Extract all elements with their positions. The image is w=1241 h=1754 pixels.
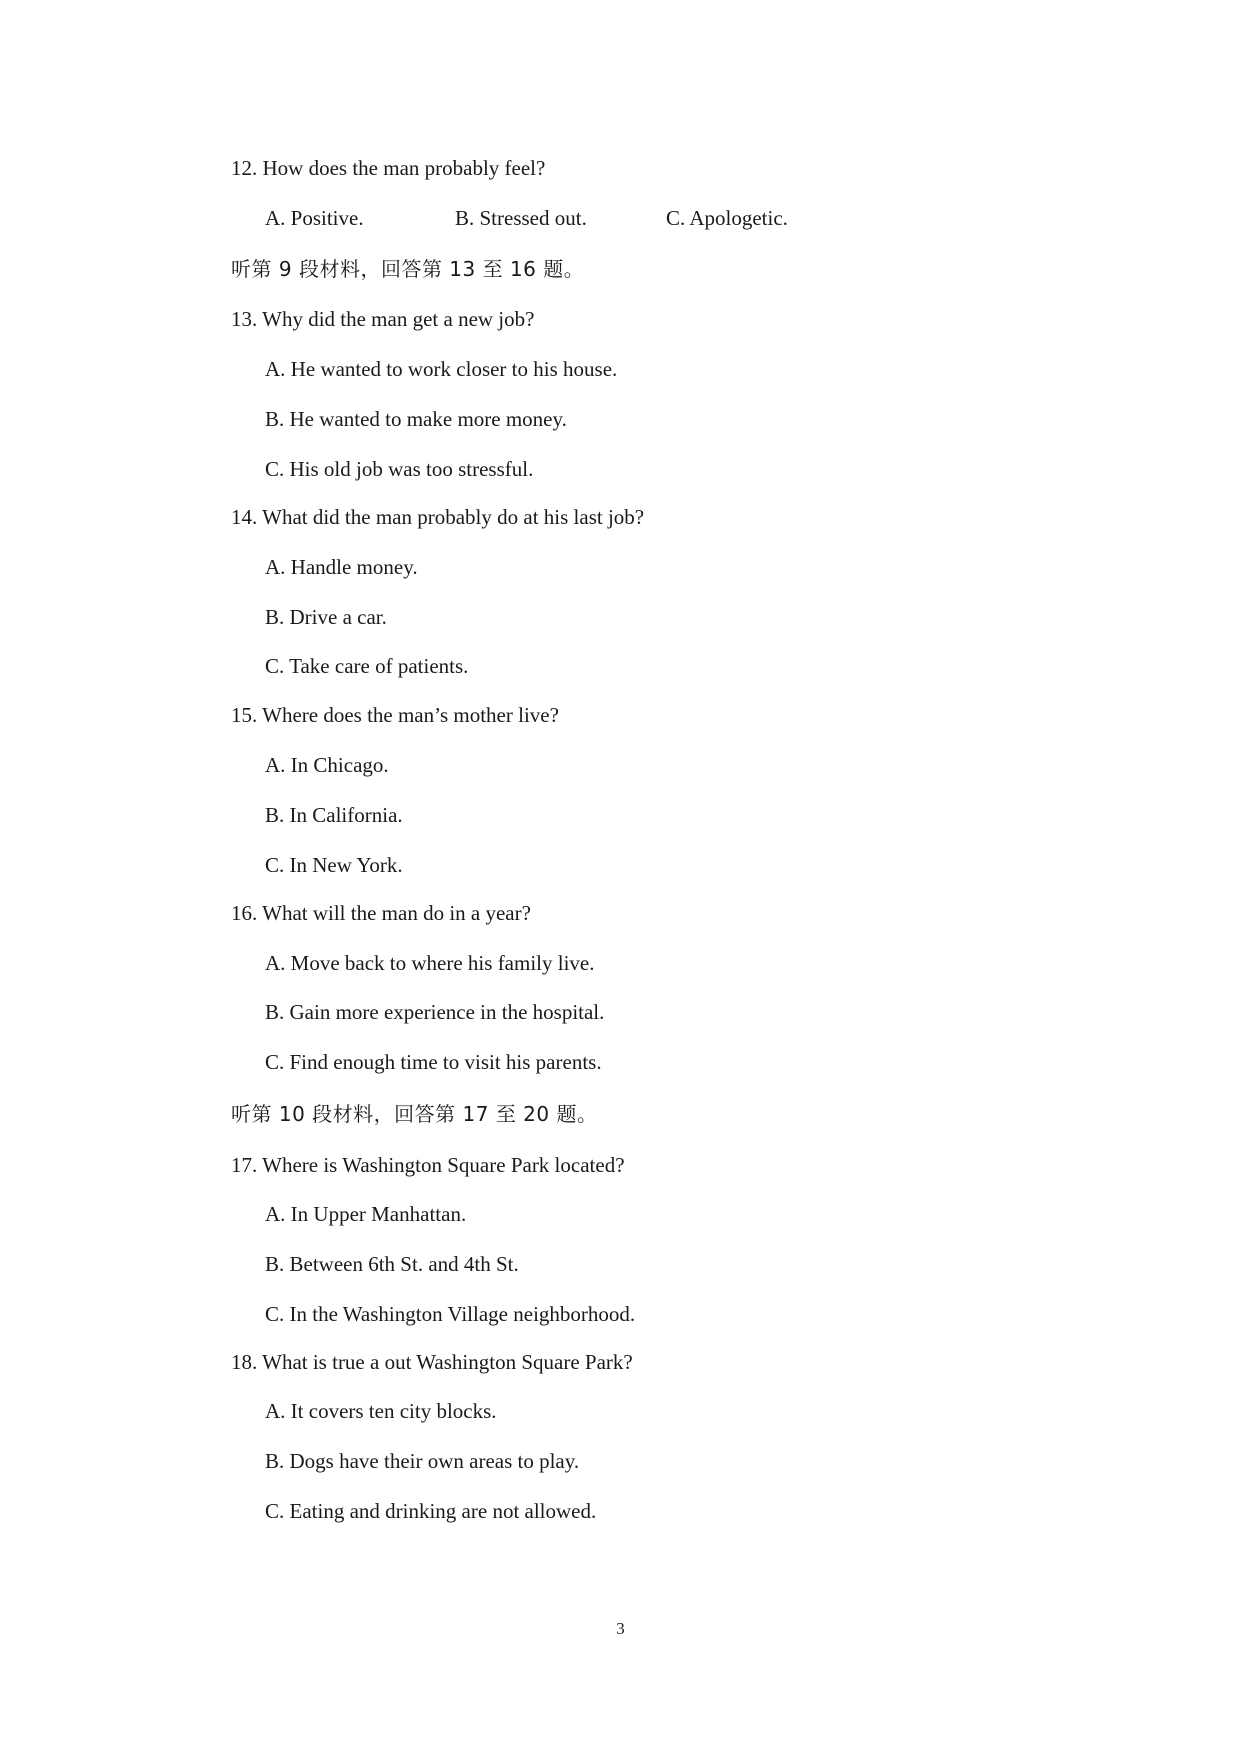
q17-option-c: C. In the Washington Village neighborhood.	[265, 1302, 636, 1326]
q12-option-b: B. Stressed out.	[455, 206, 587, 230]
q16-option-a: A. Move back to where his family live.	[265, 951, 595, 975]
question-15: 15. Where does the man’s mother live?	[231, 703, 559, 727]
q15-option-a: A. In Chicago.	[265, 753, 389, 777]
q18-option-a: A. It covers ten city blocks.	[265, 1399, 497, 1423]
q17-option-b: B. Between 6th St. and 4th St.	[265, 1252, 519, 1276]
question-13: 13. Why did the man get a new job?	[231, 307, 535, 331]
question-18: 18. What is true a out Washington Square Park?	[231, 1350, 633, 1374]
section-10-instruction: 听第 10 段材料，回答第 17 至 20 题。	[231, 1102, 598, 1126]
q12-option-c: C. Apologetic.	[666, 206, 788, 230]
q16-option-c: C. Find enough time to visit his parents.	[265, 1050, 602, 1074]
q17-option-a: A. In Upper Manhattan.	[265, 1202, 467, 1226]
section-9-instruction: 听第 9 段材料，回答第 13 至 16 题。	[231, 257, 585, 281]
q13-option-c: C. His old job was too stressful.	[265, 457, 534, 481]
question-17: 17. Where is Washington Square Park located?	[231, 1153, 625, 1177]
q18-option-b: B. Dogs have their own areas to play.	[265, 1449, 580, 1473]
page-number: 3	[616, 1619, 625, 1638]
question-14: 14. What did the man probably do at his last job?	[231, 505, 645, 529]
q14-option-c: C. Take care of patients.	[265, 654, 469, 678]
q15-option-c: C. In New York.	[265, 853, 403, 877]
q12-option-a: A. Positive.	[265, 206, 364, 230]
question-12: 12. How does the man probably feel?	[231, 156, 546, 180]
q13-option-a: A. He wanted to work closer to his house.	[265, 357, 618, 381]
q14-option-b: B. Drive a car.	[265, 605, 387, 629]
q15-option-b: B. In California.	[265, 803, 403, 827]
q16-option-b: B. Gain more experience in the hospital.	[265, 1000, 605, 1024]
q18-option-c: C. Eating and drinking are not allowed.	[265, 1499, 597, 1523]
q13-option-b: B. He wanted to make more money.	[265, 407, 567, 431]
question-16: 16. What will the man do in a year?	[231, 901, 531, 925]
q14-option-a: A. Handle money.	[265, 555, 418, 579]
